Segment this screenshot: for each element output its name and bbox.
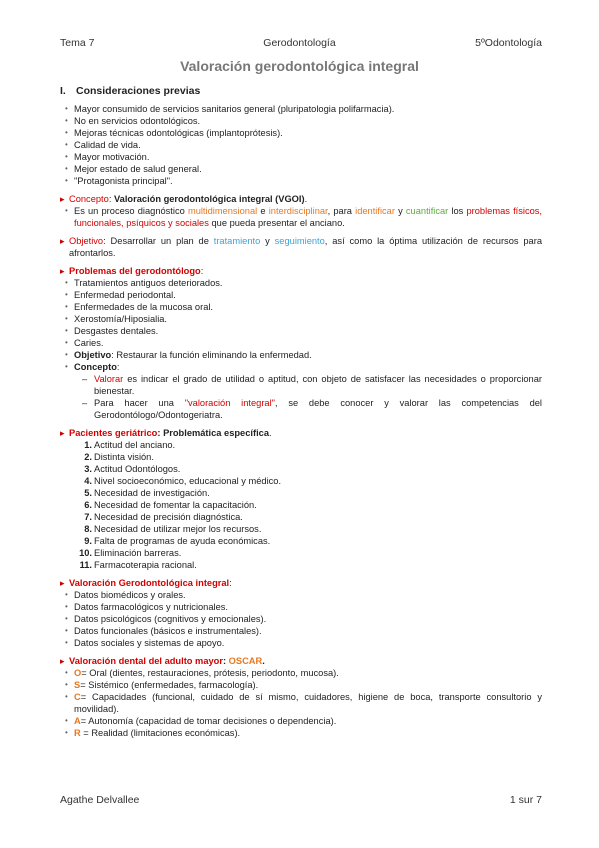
document-body xyxy=(60,85,542,739)
oscar-item: • C= Capacidades (funcional, cuidado de sí mismo, cuidadores, higiene de boca, transporte consultorio y movilidad). xyxy=(60,691,542,715)
objetivo-label: Objetivo xyxy=(69,236,104,246)
section-heading xyxy=(60,85,542,97)
oscar-block xyxy=(60,655,542,739)
concepto-label: Concepto xyxy=(69,194,109,204)
concepto-value: Valoración gerodontológica integral (VGOI) xyxy=(113,194,305,204)
section-number: I. xyxy=(60,85,66,97)
problemas-heading: ▸ Problemas del gerodontólogo: xyxy=(60,265,542,277)
problemas-concepto: • Concepto: xyxy=(60,361,542,373)
oscar-item: • R = Realidad (limitaciones económicas). xyxy=(60,727,542,739)
list-item: • Enfermedad periodontal. xyxy=(60,289,542,301)
list-item: • No en servicios odontológicos. xyxy=(60,115,542,127)
concepto-description: • Es un proceso diagnóstico multidimensional e interdisciplinar, para identificar y cuantificar los problemas físicos, funcionales, psíquicos y sociales que pueda presentar el anciano. xyxy=(60,205,542,229)
list-item: • Datos biomédicos y orales. xyxy=(60,589,542,601)
concepto-sub-item: – Para hacer una "valoración integral", se debe conocer y valorar las competencias del Gerodontólogo/Odontogeriatra. xyxy=(60,397,542,421)
list-item: • Mejor estado de salud general. xyxy=(60,163,542,175)
numbered-item: 4. Nivel socioeconómico, educacional y médico. xyxy=(84,476,282,486)
oscar-item: • A= Autonomía (capacidad de tomar decisiones o dependencia). xyxy=(60,715,542,727)
objetivo-paragraph: ▸ Objetivo: Desarrollar un plan de tratamiento y seguimiento, así como la óptima utilización de recursos para afrontarlos. xyxy=(60,235,542,259)
problemas-block xyxy=(60,265,542,421)
previas-list xyxy=(60,103,542,187)
numbered-item: 6. Necesidad de fomentar la capacitación. xyxy=(84,500,257,510)
objetivo-block xyxy=(60,235,542,259)
list-item: • Desgastes dentales. xyxy=(60,325,542,337)
concepto-sub-item: – Valorar es indicar el grado de utilidad o aptitud, con objeto de satisfacer las necesidades o proporcionar bienestar. xyxy=(60,373,542,397)
list-item: • Tratamientos antiguos deteriorados. xyxy=(60,277,542,289)
pacientes-heading: ▸ Pacientes geriátrico: Problemática específica. xyxy=(60,427,542,439)
numbered-item: 7. Necesidad de precisión diagnóstica. xyxy=(84,512,243,522)
concepto-heading: ▸ Concepto: Valoración gerodontológica integral (VGOI). xyxy=(60,193,542,205)
list-item: • Datos funcionales (básicos e instrumentales). xyxy=(60,625,542,637)
oscar-item: • O= Oral (dientes, restauraciones, prótesis, periodonto, mucosa). xyxy=(60,667,542,679)
list-item: • Calidad de vida. xyxy=(60,139,542,151)
numbered-item: 3. Actitud Odontólogos. xyxy=(84,464,181,474)
numbered-item: 10. Eliminación barreras. xyxy=(79,548,182,558)
valoracion-block xyxy=(60,577,542,649)
list-item: • "Protagonista principal". xyxy=(60,175,542,187)
list-item: • Mayor motivación. xyxy=(60,151,542,163)
list-item: • Enfermedades de la mucosa oral. xyxy=(60,301,542,313)
problemas-objetivo: • Objetivo: Restaurar la función eliminando la enfermedad. xyxy=(60,349,542,361)
numbered-item: 9. Falta de programas de ayuda económicas. xyxy=(84,536,271,546)
footer-page-number: 1 sur 7 xyxy=(509,794,542,806)
list-item: • Mayor consumido de servicios sanitarios general (pluripatologia polifarmacia). xyxy=(60,103,542,115)
list-item: • Caries. xyxy=(60,337,542,349)
list-item: • Xerostomía/Hiposialia. xyxy=(60,313,542,325)
oscar-item: • S= Sistémico (enfermedades, farmacología). xyxy=(60,679,542,691)
valoracion-heading: ▸ Valoración Gerodontológica integral: xyxy=(60,577,542,589)
section-title: Consideraciones previas xyxy=(76,85,201,97)
list-item: • Datos psicológicos (cognitivos y emocionales). xyxy=(60,613,542,625)
header-left: Tema 7 xyxy=(60,37,95,49)
header-right: 5ºOdontología xyxy=(475,37,542,49)
list-item: • Mejoras técnicas odontológicas (implantoprótesis). xyxy=(60,127,542,139)
numbered-item: 1. Actitud del anciano. xyxy=(84,440,176,450)
footer-author: Agathe Delvallee xyxy=(60,794,140,806)
pacientes-block xyxy=(60,427,542,571)
numbered-item: 5. Necesidad de investigación. xyxy=(84,488,210,498)
header-center: Gerodontología xyxy=(263,37,336,49)
numbered-item: 2. Distinta visión. xyxy=(84,452,154,462)
numbered-item: 8. Necesidad de utilizar mejor los recursos. xyxy=(84,524,262,534)
numbered-item: 11. Farmacoterapia racional. xyxy=(79,560,197,570)
page-title: Valoración gerodontológica integral xyxy=(180,58,419,74)
concepto-block xyxy=(60,193,542,229)
oscar-heading: ▸ Valoración dental del adulto mayor: OSCAR. xyxy=(60,655,542,667)
list-item: • Datos sociales y sistemas de apoyo. xyxy=(60,637,542,649)
list-item: • Datos farmacológicos y nutricionales. xyxy=(60,601,542,613)
